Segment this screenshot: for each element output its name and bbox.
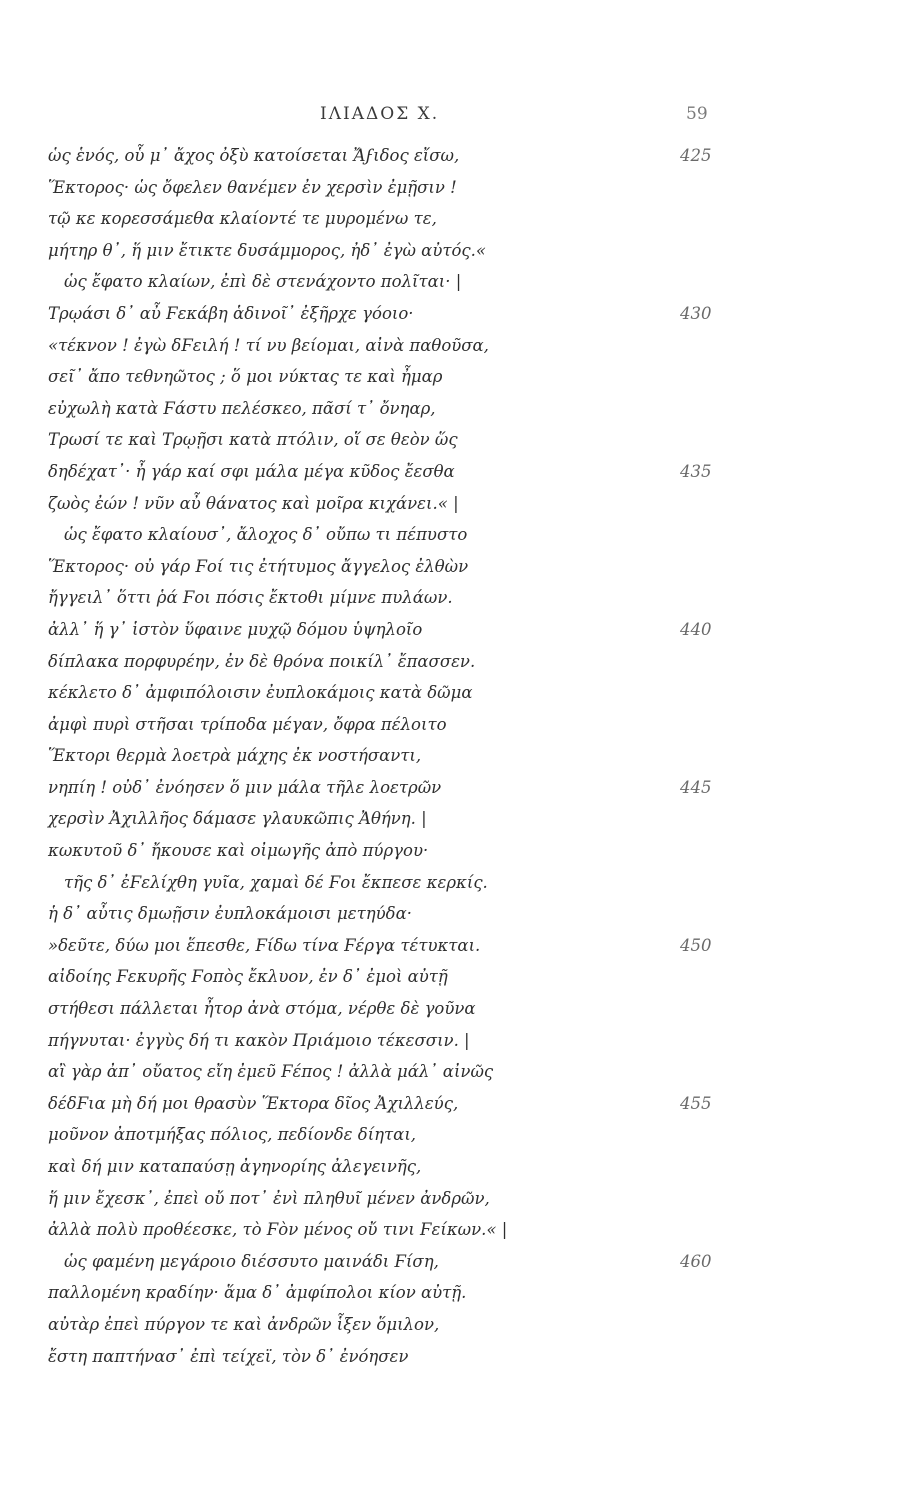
verse-text: κέκλετο δ᾽ ἀμφιπόλοισιν ἐυπλοκάμοις κατὰ δῶμα <box>48 683 473 703</box>
verse-line <box>0 1281 899 1313</box>
verse-text: ὡς ἔφατο κλαίουσ᾽, ἄλοχος δ᾽ οὔπω τι πέπυστο <box>64 525 468 545</box>
verse-text: ἡ δ᾽ αὖτις δμωῇσιν ἐυπλοκάμοισι μετηύδα· <box>48 904 412 924</box>
verse-text: Ἕκτορι θερμὰ λοετρὰ μάχης ἐκ νοστήσαντι, <box>48 746 422 766</box>
verse-text: αἰδοίης Ϝεκυρῆς Ϝοπὸς ἔκλυον, ἐν δ᾽ ἐμοὶ αὐτῇ <box>48 967 448 987</box>
verse-text: Τρωσί τε καὶ Τρῳῇσι κατὰ πτόλιν, οἵ σε θεὸν ὥς <box>48 430 458 450</box>
verse-text: στήθεσι πάλλεται ἦτορ ἀνὰ στόμα, νέρθε δὲ γοῦνα <box>48 999 476 1019</box>
verse-text: ὡς φαμένη μεγάροιο διέσσυτο μαινάδι Ϝίση, <box>64 1251 439 1271</box>
verse-line <box>0 365 899 397</box>
verse-text: τῆς δ᾽ ἐϜελίχθη γυῖα, χαμαὶ δέ Ϝοι ἔκπεσε κερκίς. <box>64 872 488 892</box>
verse-text: χερσὶν Ἀχιλλῆος δάμασε γλαυκῶπις Ἀθήνη. | <box>48 809 427 829</box>
line-number: 440 <box>680 619 712 639</box>
line-number: 460 <box>680 1251 712 1271</box>
verse-line <box>0 1345 899 1377</box>
verse-line <box>0 144 899 176</box>
verse-line <box>0 1155 899 1187</box>
line-number: 425 <box>680 146 712 165</box>
verse-text: «τέκνον ! ἐγὼ δϜειλή ! τί νυ βείομαι, αἰνὰ παθοῦσα, <box>48 335 489 355</box>
line-number: 450 <box>680 935 712 955</box>
verse-line <box>0 555 899 587</box>
line-number: 430 <box>680 303 712 323</box>
verse-line <box>0 176 899 208</box>
verse-line <box>0 871 899 903</box>
verse-line <box>0 713 899 745</box>
verse-text: ἤγγειλ᾽ ὅττι ῥά Ϝοι πόσις ἔκτοθι μίμνε πυλάων. <box>48 588 453 608</box>
verse-line <box>0 460 899 492</box>
verse-text: Ἕκτορος· ὡς ὄφελεν θανέμεν ἐν χερσὶν ἐμῇσιν ! <box>48 177 457 197</box>
verse-line <box>0 744 899 776</box>
verse-text: εὐχωλὴ κατὰ Ϝάστυ πελέσκεο, πᾶσί τ᾽ ὄνηαρ, <box>48 398 436 418</box>
verse-text: δηδέχατ᾽· ἦ γάρ καί σφι μάλα μέγα κῦδος ἔεσθα <box>48 461 455 481</box>
verse-text: μοῦνον ἀποτμήξας πόλιος, πεδίονδε δίηται, <box>48 1125 417 1145</box>
running-title: ΙΛΙΑΔΟΣ Χ. <box>320 104 440 124</box>
verse-text: ἔστη παπτήνασ᾽ ἐπὶ τείχεϊ, τὸν δ᾽ ἐνόησεν <box>48 1346 409 1366</box>
verse-text: δίπλακα πορφυρέην, ἐν δὲ θρόνα ποικίλ᾽ ἔπασσεν. <box>48 651 476 671</box>
verse-line <box>0 1060 899 1092</box>
verse-line <box>0 1092 899 1124</box>
verse-line <box>0 1187 899 1219</box>
page-number: 59 <box>686 104 708 124</box>
verse-text: σεῖ᾽ ἄπο τεθνηῶτος ; ὅ μοι νύκτας τε καὶ ἦμαρ <box>48 367 443 387</box>
verse-text: ἀλλ᾽ ἥ γ᾽ ἱστὸν ὕφαινε μυχῷ δόμου ὑψηλοῖο <box>48 619 423 639</box>
verse-line <box>0 618 899 650</box>
verse-text: τῷ κε κορεσσάμεθα κλαίοντέ τε μυρομένω τε, <box>48 209 437 229</box>
verse-line <box>0 302 899 334</box>
verse-line <box>0 397 899 429</box>
verse-text: Τρῳάσι δ᾽ αὖ Ϝεκάβη ἁδινοῖ᾽ ἐξῆρχε γόοιο· <box>48 303 414 323</box>
verse-line <box>0 523 899 555</box>
verse-line <box>0 650 899 682</box>
verse-line <box>0 934 899 966</box>
verse-line <box>0 1029 899 1061</box>
line-number: 455 <box>680 1093 712 1113</box>
verse-text: νηπίη ! οὐδ᾽ ἐνόησεν ὅ μιν μάλα τῆλε λοετρῶν <box>48 777 442 797</box>
verse-line <box>0 965 899 997</box>
verse-line <box>0 902 899 934</box>
verse-text: ὡς ἑνός, οὗ μ᾽ ἄχος ὀξὺ κατοίσεται Ἄϝιδος εἴσω, <box>48 146 460 165</box>
verse-text: κωκυτοῦ δ᾽ ἤκουσε καὶ οἰμωγῆς ἀπὸ πύργου· <box>48 841 429 861</box>
verse-text: »δεῦτε, δύω μοι ἕπεσθε, Ϝίδω τίνα Ϝέργα τέτυκται. <box>48 935 481 955</box>
verse-text: Ἕκτορος· οὐ γάρ Ϝοί τις ἐτήτυμος ἄγγελος ἐλθὼν <box>48 556 469 576</box>
verse-line <box>0 207 899 239</box>
verse-text: παλλομένη κραδίην· ἅμα δ᾽ ἀμφίπολοι κίον αὐτῇ. <box>48 1283 467 1303</box>
verse-line <box>0 776 899 808</box>
verse-line <box>0 997 899 1029</box>
verse-text: δέδϜια μὴ δή μοι θρασὺν Ἕκτορα δῖος Ἀχιλλεύς, <box>48 1093 459 1113</box>
verse-text: αὐτὰρ ἐπεὶ πύργον τε καὶ ἀνδρῶν ἷξεν ὅμιλον, <box>48 1314 440 1334</box>
running-head <box>0 104 899 134</box>
verse-text: καὶ δή μιν καταπαύσῃ ἀγηνορίης ἀλεγεινῆς, <box>48 1157 422 1176</box>
verse-line <box>0 586 899 618</box>
verse-line <box>0 270 899 302</box>
verse-text: μήτηρ θ᾽, ἥ μιν ἔτικτε δυσάμμορος, ἠδ᾽ ἐγὼ αὐτός.« <box>48 240 486 260</box>
verse-line <box>0 681 899 713</box>
verse-text: ἥ μιν ἔχεσκ᾽, ἐπεὶ οὔ ποτ᾽ ἐνὶ πληθυῖ μένεν ἀνδρῶν, <box>48 1188 490 1208</box>
verse-line <box>0 1218 899 1250</box>
verse-text: πήγνυται· ἐγγὺς δή τι κακὸν Πριάμοιο τέκεσσιν. | <box>48 1030 470 1050</box>
verse-line <box>0 1313 899 1345</box>
line-number: 435 <box>680 461 712 481</box>
verse-line <box>0 334 899 366</box>
verse-text: αἲ γὰρ ἀπ᾽ οὔατος εἴη ἐμεῦ Ϝέπος ! ἀλλὰ μάλ᾽ αἰνῶς <box>48 1062 494 1082</box>
verse-line <box>0 1123 899 1155</box>
verse-line <box>0 839 899 871</box>
verse-line <box>0 807 899 839</box>
verse-text: ὡς ἔφατο κλαίων, ἐπὶ δὲ στενάχοντο πολῖται· | <box>64 272 462 292</box>
verse-text: ζωὸς ἐών ! νῦν αὖ θάνατος καὶ μοῖρα κιχάνει.« | <box>48 493 459 513</box>
verse-line <box>0 1250 899 1282</box>
verse-block <box>0 144 899 1376</box>
verse-line <box>0 239 899 271</box>
verse-text: ἀλλὰ πολὺ προθέεσκε, τὸ Ϝὸν μένος οὔ τινι Ϝείκων.« | <box>48 1220 508 1240</box>
line-number: 445 <box>680 777 712 797</box>
verse-text: ἀμφὶ πυρὶ στῆσαι τρίποδα μέγαν, ὄφρα πέλοιτο <box>48 714 447 734</box>
verse-line <box>0 492 899 524</box>
verse-line <box>0 428 899 460</box>
